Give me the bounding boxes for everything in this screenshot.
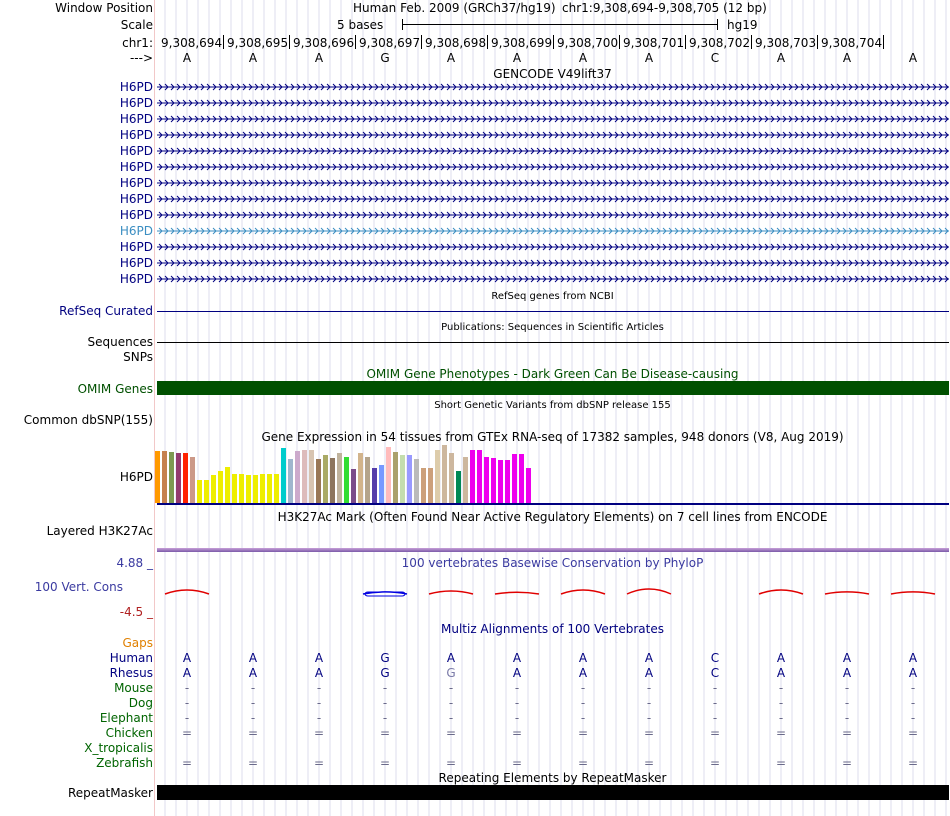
sequence-base: A — [314, 51, 324, 65]
gencode-track-title: GENCODE V49lift37 — [493, 67, 612, 81]
ruler-tick — [553, 35, 554, 49]
multiz-aligned-base: - — [646, 696, 652, 710]
h3k27ac-track-title: H3K27Ac Mark (Often Found Near Active Regulatory Elements) on 7 cell lines from ENCODE — [277, 510, 828, 524]
gtex-tissue-bar[interactable] — [477, 450, 482, 503]
multiz-aligned-base: - — [910, 696, 916, 710]
multiz-species-label[interactable]: Rhesus — [109, 666, 153, 680]
scale-bar — [402, 24, 718, 25]
snps-label[interactable]: SNPs — [123, 350, 153, 364]
gencode-gene-label[interactable]: H6PD — [119, 96, 153, 110]
gencode-gene-label[interactable]: H6PD — [119, 80, 153, 94]
multiz-aligned-base: - — [778, 696, 784, 710]
gtex-tissue-bar[interactable] — [435, 450, 440, 503]
multiz-aligned-base: - — [250, 681, 256, 695]
gencode-gene-label[interactable]: H6PD — [119, 192, 153, 206]
gtex-tissue-bar[interactable] — [358, 453, 363, 503]
multiz-aligned-base: - — [844, 681, 850, 695]
gtex-tissue-bar[interactable] — [484, 457, 489, 503]
multiz-aligned-base: - — [778, 681, 784, 695]
multiz-aligned-base: C — [710, 666, 720, 680]
ruler-tick-label: 9,308,700 — [557, 36, 619, 50]
multiz-aligned-base: = — [379, 756, 391, 770]
gtex-tissue-bar[interactable] — [302, 450, 307, 503]
gtex-tissue-bar[interactable] — [218, 471, 223, 503]
multiz-aligned-base: = — [511, 756, 523, 770]
scale-db: hg19 — [727, 18, 758, 32]
gtex-tissue-bar[interactable] — [379, 465, 384, 503]
refseq-track-title: RefSeq genes from NCBI — [491, 291, 614, 302]
gencode-transcript[interactable] — [157, 130, 949, 140]
multiz-species-label[interactable]: X_tropicalis — [84, 741, 153, 755]
phylop-score-mark — [759, 590, 803, 594]
ruler-tick — [817, 35, 818, 49]
sequence-base: G — [380, 51, 390, 65]
sequences-line[interactable] — [157, 342, 949, 343]
multiz-aligned-base: - — [778, 711, 784, 725]
multiz-aligned-base: = — [709, 726, 721, 740]
ruler-tick-label: 9,308,695 — [227, 36, 289, 50]
gtex-tissue-bar[interactable] — [428, 468, 433, 503]
common-dbsnp-label[interactable]: Common dbSNP(155) — [23, 413, 153, 427]
multiz-aligned-base: A — [644, 666, 654, 680]
gencode-transcript[interactable] — [157, 82, 949, 92]
multiz-aligned-base: = — [643, 726, 655, 740]
scale-bar-right-tick — [717, 19, 718, 30]
multiz-aligned-base: - — [184, 696, 190, 710]
gtex-tissue-bar[interactable] — [330, 458, 335, 503]
multiz-aligned-base: = — [709, 756, 721, 770]
multiz-aligned-base: = — [313, 726, 325, 740]
gtex-tissue-bar[interactable] — [323, 455, 328, 503]
gtex-tissue-bar[interactable] — [400, 455, 405, 503]
gtex-tissue-bar[interactable] — [267, 474, 272, 503]
gtex-tissue-bar[interactable] — [498, 460, 503, 503]
gencode-transcript[interactable] — [157, 114, 949, 124]
multiz-aligned-base: A — [908, 666, 918, 680]
ruler-tick-label: 9,308,699 — [491, 36, 553, 50]
multiz-track-title: Multiz Alignments of 100 Vertebrates — [440, 622, 665, 636]
multiz-aligned-base: - — [316, 696, 322, 710]
gtex-tissue-bar[interactable] — [190, 457, 195, 503]
multiz-aligned-base: G — [380, 666, 390, 680]
multiz-aligned-base: - — [250, 696, 256, 710]
multiz-aligned-base: A — [182, 651, 192, 665]
multiz-aligned-base: - — [448, 696, 454, 710]
sequence-base: A — [512, 51, 522, 65]
gtex-tissue-bar[interactable] — [372, 468, 377, 503]
dbsnp-track-title: Short Genetic Variants from dbSNP release 155 — [434, 400, 671, 411]
gencode-gene-label[interactable]: H6PD — [119, 272, 153, 286]
phylop-score-mark — [627, 589, 671, 594]
multiz-aligned-base: A — [842, 651, 852, 665]
gtex-tissue-bar[interactable] — [260, 474, 265, 503]
phylop-score-mark — [495, 592, 539, 594]
sequence-base: A — [776, 51, 786, 65]
omim-label[interactable]: OMIM Genes — [77, 382, 153, 396]
gencode-transcript[interactable] — [157, 178, 949, 188]
ruler-tick — [751, 35, 752, 49]
phylop-max-label: 4.88 _ — [116, 556, 153, 570]
phylop-track-title: 100 vertebrates Basewise Conservation by PhyloP — [401, 556, 704, 570]
multiz-aligned-base: = — [181, 726, 193, 740]
repeatmasker-bar[interactable] — [157, 785, 949, 800]
multiz-aligned-base: = — [907, 756, 919, 770]
gtex-tissue-bar[interactable] — [505, 460, 510, 503]
gtex-tissue-bar[interactable] — [407, 455, 412, 503]
gtex-tissue-bar[interactable] — [162, 451, 167, 503]
multiz-aligned-base: A — [446, 651, 456, 665]
phylop-score-mark — [165, 590, 209, 594]
multiz-aligned-base: - — [580, 696, 586, 710]
multiz-aligned-base: = — [577, 726, 589, 740]
multiz-aligned-base: A — [248, 651, 258, 665]
multiz-aligned-base: = — [643, 756, 655, 770]
window-position-value: chr1:9,308,694-9,308,705 (12 bp) — [562, 1, 767, 15]
h3k27ac-label[interactable]: Layered H3K27Ac — [46, 524, 153, 538]
gtex-tissue-bar[interactable] — [491, 458, 496, 503]
publications-track-title: Publications: Sequences in Scientific Articles — [441, 322, 664, 333]
multiz-aligned-base: - — [646, 681, 652, 695]
phylop-min-label: -4.5 _ — [119, 605, 153, 619]
gtex-tissue-bar[interactable] — [512, 454, 517, 503]
window-position-label: Window Position — [55, 1, 153, 15]
gtex-tissue-bar[interactable] — [316, 459, 321, 503]
gencode-gene-label[interactable]: H6PD — [119, 224, 153, 238]
ruler-tick-label: 9,308,703 — [755, 36, 817, 50]
multiz-aligned-base: A — [578, 666, 588, 680]
multiz-aligned-base: A — [314, 666, 324, 680]
multiz-aligned-base: - — [382, 696, 388, 710]
gtex-tissue-bar[interactable] — [288, 459, 293, 503]
multiz-aligned-base: = — [577, 756, 589, 770]
gtex-tissue-bar[interactable] — [519, 454, 524, 503]
gtex-tissue-bar[interactable] — [351, 469, 356, 503]
gencode-gene-label[interactable]: H6PD — [119, 176, 153, 190]
multiz-aligned-base: = — [445, 756, 457, 770]
multiz-aligned-base: - — [910, 681, 916, 695]
multiz-aligned-base: - — [712, 711, 718, 725]
ruler-tick-label: 9,308,696 — [293, 36, 355, 50]
ruler-tick — [355, 35, 356, 49]
phylop-score-mark — [561, 590, 605, 594]
multiz-aligned-base: A — [842, 666, 852, 680]
multiz-aligned-base: = — [775, 756, 787, 770]
phylop-plot[interactable] — [157, 570, 950, 610]
gtex-tissue-bar[interactable] — [309, 450, 314, 503]
gencode-transcript[interactable] — [157, 242, 949, 252]
multiz-aligned-base: = — [247, 726, 259, 740]
gencode-transcript[interactable] — [157, 258, 949, 268]
multiz-aligned-base: - — [712, 681, 718, 695]
gtex-tissue-bar[interactable] — [232, 474, 237, 503]
gtex-tissue-bar[interactable] — [169, 452, 174, 503]
gtex-tissue-bar[interactable] — [449, 453, 454, 503]
gencode-transcript[interactable] — [157, 226, 949, 236]
assembly-name: Human Feb. 2009 (GRCh37/hg19) — [353, 1, 556, 15]
multiz-aligned-base: = — [775, 726, 787, 740]
ruler-tick — [289, 35, 290, 49]
sequence-base: A — [182, 51, 192, 65]
gtex-tissue-bar[interactable] — [463, 457, 468, 503]
gtex-tissue-bar[interactable] — [246, 475, 251, 503]
gencode-gene-label[interactable]: H6PD — [119, 240, 153, 254]
gtex-tissue-bar[interactable] — [274, 474, 279, 503]
multiz-aligned-base: = — [841, 726, 853, 740]
multiz-aligned-base: - — [382, 711, 388, 725]
refseq-gene-line[interactable] — [157, 311, 949, 312]
gtex-tissue-bar[interactable] — [470, 450, 475, 503]
gtex-baseline — [157, 503, 949, 505]
gtex-tissue-bar[interactable] — [225, 467, 230, 503]
gtex-tissue-bar[interactable] — [344, 457, 349, 503]
multiz-aligned-base: A — [512, 666, 522, 680]
gtex-tissue-bar[interactable] — [442, 445, 447, 503]
repeatmasker-track-title: Repeating Elements by RepeatMasker — [438, 771, 667, 785]
ruler-tick — [619, 35, 620, 49]
gencode-transcript[interactable] — [157, 146, 949, 156]
ruler-tick-label: 9,308,704 — [821, 36, 883, 50]
phylop-track-label[interactable]: 100 Vert. Cons — [34, 580, 123, 594]
strand-label: ---> — [129, 51, 153, 65]
gtex-track-title: Gene Expression in 54 tissues from GTEx RNA-seq of 17382 samples, 948 donors (V8, Aug 2019) — [261, 430, 844, 444]
gtex-tissue-bar[interactable] — [253, 475, 258, 503]
multiz-aligned-base: = — [841, 756, 853, 770]
multiz-aligned-base: - — [580, 681, 586, 695]
multiz-species-label[interactable]: Chicken — [105, 726, 153, 740]
multiz-aligned-base: = — [511, 726, 523, 740]
ruler-tick — [883, 35, 884, 49]
ruler-tick — [223, 35, 224, 49]
multiz-aligned-base: - — [580, 711, 586, 725]
gtex-tissue-bar[interactable] — [204, 480, 209, 503]
multiz-aligned-base: G — [380, 651, 390, 665]
multiz-aligned-base: A — [776, 651, 786, 665]
multiz-aligned-base: - — [844, 711, 850, 725]
gtex-tissue-bar[interactable] — [365, 457, 370, 503]
gencode-gene-label[interactable]: H6PD — [119, 144, 153, 158]
gtex-tissue-bar[interactable] — [295, 451, 300, 503]
multiz-aligned-base: - — [844, 696, 850, 710]
sequences-label[interactable]: Sequences — [87, 335, 153, 349]
multiz-aligned-base: = — [379, 726, 391, 740]
ruler-tick — [487, 35, 488, 49]
multiz-species-label[interactable]: Gaps — [122, 636, 153, 650]
scale-text: 5 bases — [337, 18, 384, 32]
gtex-tissue-bar[interactable] — [421, 468, 426, 503]
multiz-species-label[interactable]: Dog — [128, 696, 153, 710]
gencode-transcript[interactable] — [157, 162, 949, 172]
ruler-tick-label: 9,308,697 — [359, 36, 421, 50]
ruler-tick-label: 9,308,702 — [689, 36, 751, 50]
sequence-base: A — [842, 51, 852, 65]
multiz-aligned-base: A — [644, 651, 654, 665]
chrom-label: chr1: — [122, 36, 153, 50]
gtex-tissue-bar[interactable] — [386, 447, 391, 503]
multiz-species-label[interactable]: Elephant — [99, 711, 153, 725]
sequence-base: A — [248, 51, 258, 65]
gtex-tissue-bar[interactable] — [456, 471, 461, 503]
multiz-aligned-base: A — [182, 666, 192, 680]
multiz-aligned-base: = — [445, 726, 457, 740]
ruler-tick-label: 9,308,698 — [425, 36, 487, 50]
omim-track-title: OMIM Gene Phenotypes - Dark Green Can Be Disease-causing — [366, 367, 739, 381]
h3k27ac-signal[interactable] — [157, 548, 949, 552]
omim-gene-bar[interactable] — [157, 381, 949, 395]
gtex-tissue-bar[interactable] — [414, 459, 419, 503]
gencode-gene-label[interactable]: H6PD — [119, 160, 153, 174]
multiz-aligned-base: - — [316, 681, 322, 695]
gencode-transcript[interactable] — [157, 194, 949, 204]
gtex-tissue-bar[interactable] — [176, 453, 181, 503]
multiz-aligned-base: - — [910, 711, 916, 725]
gencode-transcript[interactable] — [157, 210, 949, 220]
gtex-tissue-bar[interactable] — [281, 448, 286, 503]
gencode-gene-label[interactable]: H6PD — [119, 112, 153, 126]
sequence-base: A — [644, 51, 654, 65]
multiz-aligned-base: A — [776, 666, 786, 680]
multiz-aligned-base: - — [514, 681, 520, 695]
gencode-gene-label[interactable]: H6PD — [119, 256, 153, 270]
multiz-aligned-base: A — [908, 651, 918, 665]
multiz-aligned-base: A — [314, 651, 324, 665]
gtex-tissue-bar[interactable] — [526, 468, 531, 503]
gencode-gene-label[interactable]: H6PD — [119, 128, 153, 142]
ruler-tick — [685, 35, 686, 49]
multiz-aligned-base: A — [248, 666, 258, 680]
gtex-tissue-bar[interactable] — [155, 451, 160, 503]
multiz-aligned-base: - — [184, 711, 190, 725]
multiz-aligned-base: = — [247, 756, 259, 770]
scale-label: Scale — [120, 18, 153, 32]
multiz-aligned-base: - — [184, 681, 190, 695]
gtex-tissue-bar[interactable] — [337, 453, 342, 503]
gtex-gene-label[interactable]: H6PD — [119, 470, 153, 484]
sequence-base: A — [908, 51, 918, 65]
multiz-aligned-base: G — [446, 666, 456, 680]
sequence-base: C — [710, 51, 720, 65]
ruler-tick-label: 9,308,701 — [623, 36, 685, 50]
gtex-tissue-bar[interactable] — [211, 475, 216, 503]
phylop-score-mark — [891, 592, 935, 594]
multiz-aligned-base: - — [646, 711, 652, 725]
multiz-aligned-base: - — [448, 711, 454, 725]
gtex-tissue-bar[interactable] — [239, 474, 244, 503]
multiz-species-label[interactable]: Human — [109, 651, 153, 665]
gtex-tissue-bar[interactable] — [393, 452, 398, 503]
multiz-aligned-base: A — [578, 651, 588, 665]
multiz-species-label[interactable]: Mouse — [114, 681, 153, 695]
ruler-tick — [421, 35, 422, 49]
gtex-tissue-bar[interactable] — [183, 453, 188, 503]
multiz-aligned-base: = — [181, 756, 193, 770]
multiz-aligned-base: = — [313, 756, 325, 770]
gencode-transcript[interactable] — [157, 98, 949, 108]
gencode-gene-label[interactable]: H6PD — [119, 208, 153, 222]
scale-bar-left-tick — [402, 19, 403, 30]
sequence-base: A — [578, 51, 588, 65]
multiz-aligned-base: - — [514, 696, 520, 710]
refseq-label[interactable]: RefSeq Curated — [59, 304, 153, 318]
phylop-score-mark — [825, 592, 869, 594]
repeatmasker-label[interactable]: RepeatMasker — [67, 786, 153, 800]
multiz-aligned-base: A — [512, 651, 522, 665]
multiz-aligned-base: - — [514, 711, 520, 725]
multiz-aligned-base: - — [712, 696, 718, 710]
gtex-tissue-bar[interactable] — [197, 480, 202, 503]
phylop-score-mark — [429, 591, 473, 594]
gencode-transcript[interactable] — [157, 274, 949, 284]
multiz-aligned-base: - — [382, 681, 388, 695]
multiz-aligned-base: - — [448, 681, 454, 695]
multiz-aligned-base: = — [907, 726, 919, 740]
sequence-base: A — [446, 51, 456, 65]
multiz-aligned-base: - — [316, 711, 322, 725]
multiz-species-label[interactable]: Zebrafish — [96, 756, 153, 770]
multiz-aligned-base: C — [710, 651, 720, 665]
multiz-aligned-base: - — [250, 711, 256, 725]
ruler-tick-label: 9,308,694 — [161, 36, 223, 50]
